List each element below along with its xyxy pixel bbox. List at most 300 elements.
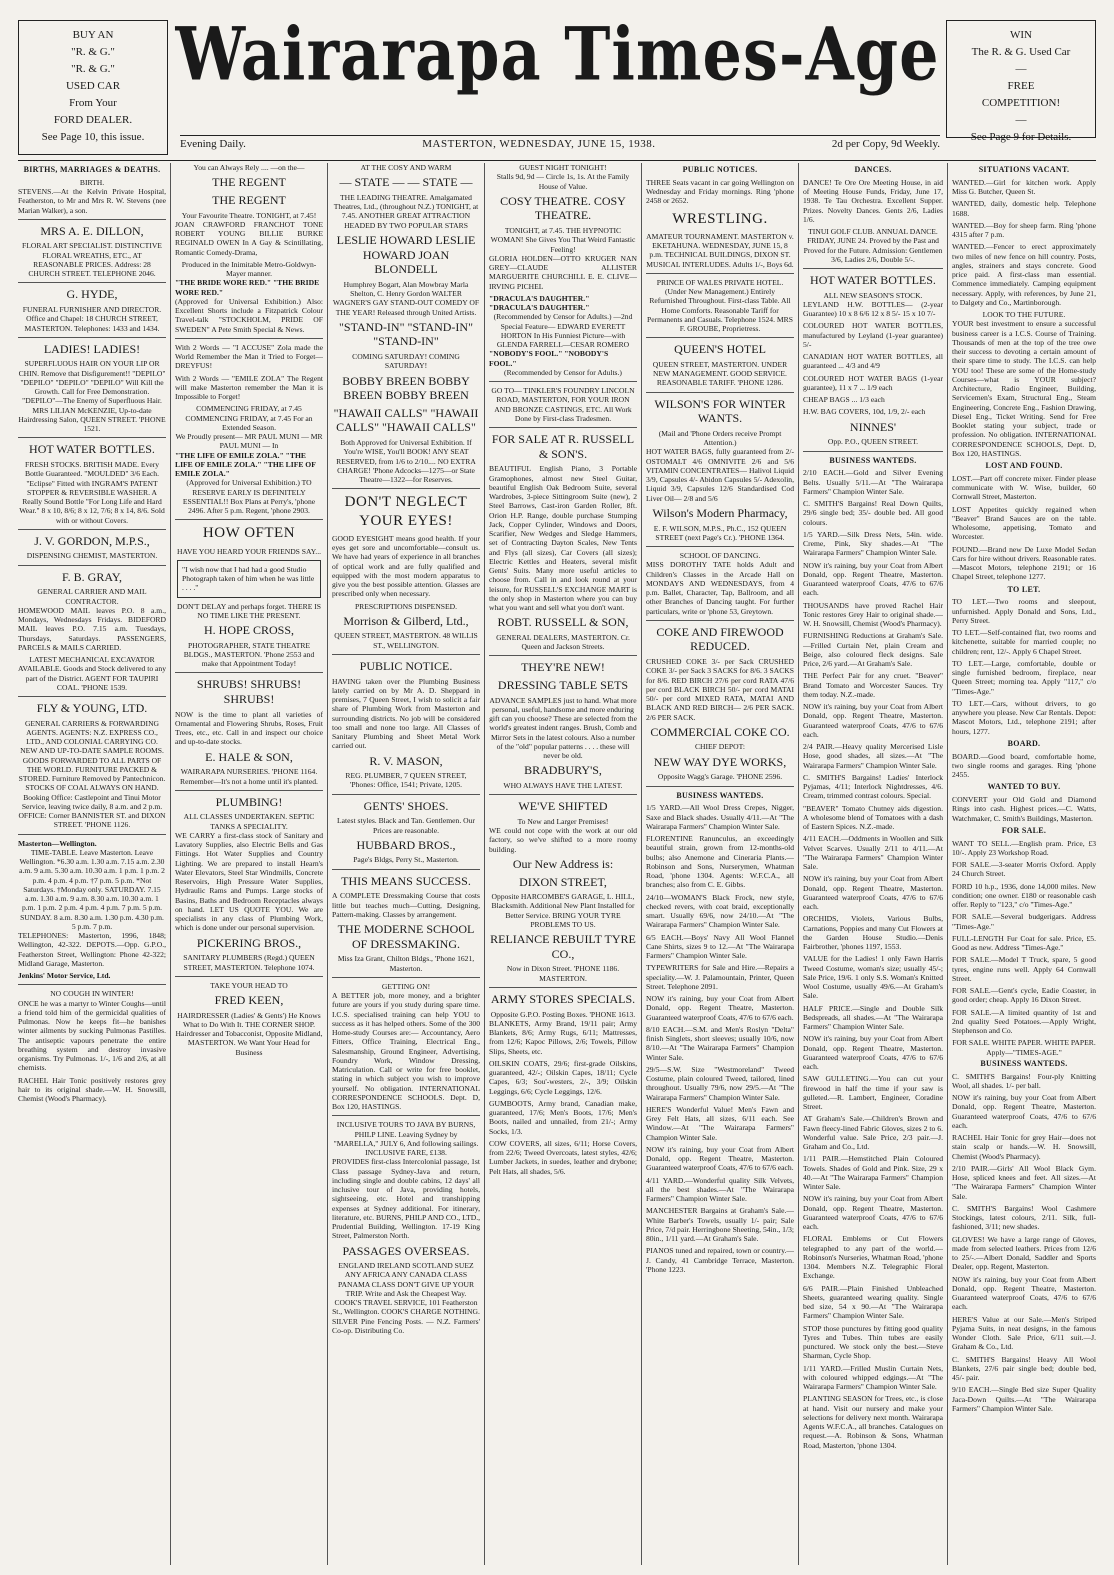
ad-heading: THE REGENT	[212, 192, 286, 207]
ad-heading: PUBLIC NOTICE.	[359, 658, 453, 673]
dateline-bar	[180, 138, 940, 150]
centered-text: GETTING ON!	[381, 981, 431, 991]
paragraph: OILSKIN COATS, 29/6; first-grade Oilskins, guaranteed, 42/-; Oilskin Capes, 18/11; Cycle Capes, 6/3; Sou'-westers, 2/-, 3/9; Oilskin Leggings, 6/6; Cycle Leggings, 12/6.	[489, 1058, 637, 1096]
centered-text: Miss Iza Grant, Chilton Bldgs., 'Phone 1621, Masterton.	[337, 954, 475, 973]
ear-line: FREE	[1007, 80, 1035, 93]
divider-rule	[175, 790, 323, 791]
ad-heading: Morrison & Gilberd, Ltd.,	[343, 613, 469, 628]
paragraph: A BETTER job, more money, and a brighter future are yours if you study during spare time. I.C.S. specialised training can help YOU to success as it has helped others. Some of the 300 Home-study Courses are:— Accountancy, Aero Fitters, Office Training, Electrical Eng., Salesmanship, Ground Engineer, Advertising, Foundry Work, Window Dressing, Matriculation. Call or write for free booklet, stating in which subject you wish to improve yourself. No obligation. INTERNATIONAL CORRESPONDENCE SCHOOLS. Dept. D, Box 120, HASTINGS.	[332, 991, 480, 1112]
paragraph: NOW it's raining, buy your Coat from Albert Donald, opp. Regent Theatre, Masterton. Guaranteed waterproof Coats, 47/6 to 67/6 each.	[646, 1144, 794, 1173]
column-divider	[641, 163, 642, 1565]
centered-text: GENERAL DEALERS, MASTERTON. Cr. Queen and Jackson Streets.	[496, 632, 630, 652]
ear-line: COMPETITION!	[981, 97, 1061, 110]
ad-heading: DRESSING TABLE SETS	[497, 678, 629, 692]
ear-line: FORD DEALER.	[53, 114, 133, 127]
paragraph: THREE Seats vacant in car going Wellington on Wednesday and Friday mornings. Ring 'phone 2458 or 2652.	[646, 177, 794, 206]
ad-heading: BRADBURY'S,	[524, 763, 602, 778]
column-2	[175, 163, 323, 1565]
divider-rule	[803, 451, 943, 452]
centered-text: Page's Bldgs, Perry St., Masterton.	[353, 855, 459, 865]
centered-text: LOOK TO THE FUTURE.	[982, 310, 1066, 319]
paragraph: WE CARRY a first-class stock of Sanitary and Lavatory Supplies, also Electric Bells and Gas Fittings. Hot Water Supplies and Country Lighting. We are prepared to install Hearn's Water Elevators, Steel Star Windmills, Concrete Reservoirs, High Pressure Water Supplies, Hydraulic Rams and Pumps. Large stocks of Basins, Baths and Bedroom Receptacles always on hand. LET US QUOTE YOU. We are specialists in any class of Plumbing Work, which is done under our personal supervision.	[175, 830, 323, 933]
paragraph: "BEAVER" Tomato Chutney aids digestion. A wholesome blend of Tomatoes with a dash of Eastern Spices. N.Z.-made.	[803, 803, 943, 831]
ad-headline: DON'T NEGLECT YOUR EYES!	[344, 494, 468, 529]
paragraph: H.W. BAG COVERS, 10d, 1/9, 2/- each	[803, 407, 926, 417]
centered-text: DON'T DELAY and perhaps forget. THERE IS NO TIME LIKE THE PRESENT.	[176, 601, 321, 620]
paragraph: PLANTING SEASON for Trees, etc., is close at hand. Visit our nursery and make your selections for delivery next month. Wairarapa Agents W.F.C.A., all branches. Catalogues on request.—A. Robinson & Sons, Whatman Road, Masterton, 'phone 1304.	[803, 1394, 943, 1450]
column-divider	[484, 163, 485, 1565]
column-divider	[947, 163, 948, 1565]
ad-heading: PICKERING BROS.,	[196, 935, 302, 950]
centered-text: Stalls 9d, 9d — Circle 1s, 1s. At the Family House of Value.	[496, 172, 630, 191]
ear-line: —	[1015, 114, 1027, 127]
divider-rule	[332, 488, 480, 489]
masthead-bottom-rule	[18, 160, 1096, 161]
divider-rule	[175, 519, 323, 520]
section-heading: FOR SALE.	[1001, 825, 1047, 835]
paragraph: FOR SALE.—Model T Truck, spare, 5 good tyres, engine runs well. Apply 64 Cornwall Street.	[952, 955, 1096, 983]
ad-heading: E. HALE & SON,	[205, 749, 293, 764]
ad-heading: LADIES! LADIES!	[43, 341, 141, 356]
divider-rule	[489, 381, 637, 382]
masthead	[0, 0, 1114, 150]
ad-heading: BOBBY BREEN BOBBY BREEN BOBBY BREEN	[342, 373, 470, 403]
centered-text: TINUI GOLF CLUB. ANNUAL DANCE. FRIDAY, JUNE 24. Proved by the Past and Proved for the Future. Admission: Gentlemen 3/6, Ladies 2/6, Double 5/-.	[803, 227, 943, 264]
centered-text: PRESCRIPTIONS DISPENSED.	[354, 601, 458, 611]
ad-heading: NEW WAY DYE WORKS,	[653, 754, 787, 769]
ad-heading: — STATE — — STATE —	[339, 175, 473, 190]
paragraph: NOW it's raining, buy your Coat from Albert Donald, opp. Regent Theatre, Masterton. Guaranteed waterproof Coats, 47/6 to 67/6 each.	[803, 1034, 943, 1071]
centered-text: TAKE YOUR HEAD TO	[210, 980, 288, 990]
paragraph: 29/5—S.W. Size "Westmoreland" Tweed Costume, plain coloured Tweed, tailored, lined throughout. Usually 79/6, now 29/5.—At "The Wairarapa Farmers" Champion Winter Sale.	[646, 1064, 794, 1102]
paragraph: FOR SALE.—3-seater Morris Oxford. Apply 24 Church Street.	[952, 860, 1096, 879]
ad-heading: THEY'RE NEW!	[521, 660, 605, 675]
centered-text: (Recommended by Censor for Adults.) —2nd Special Feature— EDWARD EVERETT HORTON In His Funniest Picture—with GLENDA FARRELL—CESAR ROMERO	[493, 312, 633, 349]
divider-rule	[803, 268, 943, 269]
edition-label: Evening Daily.	[180, 138, 246, 150]
ad-heading: COSY THEATRE. COSY THEATRE.	[500, 193, 626, 223]
ad-heading: HOT WATER BOTTLES.	[810, 273, 936, 287]
paragraph: RACHEL Hair Tonic positively restores grey hair to its original shade.—W. H. Snowsill, Chemist (Wood's Pharmacy).	[18, 1075, 166, 1104]
centered-text: (Mail and 'Phone Orders receive Prompt Attention.)	[658, 428, 782, 448]
ear-line: See Page 10, this issue.	[41, 131, 145, 144]
paragraph: GUMBOOTS, Army brand, Canadian make, guaranteed, 17/6; Men's Boots, 17/6; Men's Boots, nailed and unnailed, from 21/-; Army Socks, 1/3.	[489, 1098, 637, 1136]
column-7	[952, 163, 1096, 1565]
paragraph: 1/5 YARD.—Silk Dress Nets, 54in. wide. Creme, Pink, Sky shades.—At "The Wairarapa Farmers" Champion Winter Sale.	[803, 529, 943, 558]
paragraph: 1/11 YARD.—Frilled Muslin Curtain Nets, with coloured whipped edgings.—At "The Wairarapa Farmers" Champion Winter Sale.	[803, 1363, 943, 1391]
centered-text: BIRTH.	[79, 177, 105, 187]
paragraph: STEVENS.—At the Kelvin Private Hospital, Featherston, to Mr and Mrs R. W. Stevens (nee Marian Walker), a son.	[18, 187, 166, 215]
column-4	[489, 163, 637, 1565]
ad-heading: F. B. GRAY,	[61, 569, 123, 584]
ad-heading: Wilson's Modern Pharmacy,	[652, 505, 788, 520]
paragraph: MISS DOROTHY TATE holds Adult and Children's Classes in the Arcade Hall on MONDAYS AND WEDNESDAYS, from 4 p.m. Ballet, Character, Tap, Ballroom, and all other Branches of Dancing taught. For further particulars, write or 'phone 53, Greytown.	[646, 560, 794, 616]
section-heading: BUSINESS WANTEDS.	[829, 455, 917, 465]
paragraph: BOARD.—Good board, comfortable home, two single rooms and garages. Ring 'phone 2455.	[952, 751, 1096, 779]
centered-text: ALL NEW SEASON'S STOCK.	[823, 290, 923, 300]
centered-text: ALL CLASSES UNDERTAKEN. SEPTIC TANKS A SPECIALITY.	[183, 812, 315, 831]
centered-text: SCHOOL OF DANCING.	[679, 551, 761, 561]
paragraph: LEYLAND H.W. BOTTLES— (2-year Guarantee) 10 x 8 6/6 12 x 8 5/- 15 x 10 7/-	[803, 299, 943, 319]
divider-rule	[489, 794, 637, 795]
bold-line: "DRACULA'S DAUGHTER." "DRACULA'S DAUGHTER."	[489, 293, 590, 312]
centered-text: COMING SATURDAY! COMING SATURDAY!	[352, 352, 460, 371]
divider-rule	[489, 655, 637, 656]
paragraph: STOP those punctures by fitting good quality Tyres and Tubes. Thin tubes are easily punctured. We stock only the best.—Steve Sharman, Cycle Shop.	[803, 1323, 943, 1361]
centered-text: GUEST NIGHT TONIGHT!	[519, 163, 607, 172]
paragraph: C. SMITH'S Bargains! Heavy All Wool Blankets, 27/6 pair single bed; double bed, 45/- pair.	[952, 1354, 1096, 1382]
paragraph: RACHEL Hair Tonic for grey Hair—does not stain scalp or hands.—W. H. Snowsill, Chemist (Wood's Pharmacy).	[952, 1133, 1096, 1161]
paragraph: WANTED, daily, domestic help. Telephone 1688.	[952, 199, 1096, 218]
paragraph: TO LET.—Two rooms and sleepout, unfurnished. Apply Donald and Sons, Ltd., Perry Street.	[952, 597, 1096, 625]
section-heading: WANTED TO BUY.	[987, 782, 1061, 792]
ad-heading: QUEEN'S HOTEL	[674, 342, 766, 357]
divider-rule	[332, 869, 480, 870]
bold-line: Masterton—Wellington.	[18, 838, 97, 848]
paragraph: FORD 10 h.p., 1936, done 14,000 miles. New condition; one owner. £180 or reasonable cash offer. Reply to "123," c/o "Times-Age."	[952, 881, 1096, 909]
centered-text: Opposite G.P.O. Posting Boxes. 'PHONE 1613.	[490, 1009, 636, 1019]
paragraph: LOST Appetites quickly regained when "Beaver" Brand Sauces are on the table. Wholesome, appetising, Tomato and Worcester.	[952, 504, 1096, 542]
divider-rule	[175, 976, 323, 977]
paragraph: TYPEWRITERS for Sale and Hire.—Repairs a speciality.—W. J. Palamountain, Printer, Queen Street. Telephone 2091.	[646, 963, 794, 991]
ad-heading: FLY & YOUNG, LTD.	[36, 701, 148, 715]
paragraph: TELEPHONES: Masterton, 1996, 1848; Wellington, 42-322. DEPOTS.—Opp. G.P.O., Featherston Street, Wellington: Phone 42-322; Midland Garage, Masterton.	[18, 931, 166, 968]
ear-line: WIN	[1010, 29, 1032, 41]
divider-rule	[175, 338, 323, 339]
divider-rule	[489, 427, 637, 428]
paragraph: 2/10 PAIR.—Girls' All Wool Black Gym. Hose, spliced knees and feet. All sizes.—At "The Wairarapa Farmers" Champion Winter Sale.	[952, 1163, 1096, 1201]
divider-rule	[646, 337, 794, 338]
paragraph: SILVER Pine Fencing Posts. — N.Z. Farmers' Co-op. Distributing Co.	[332, 1316, 480, 1335]
paragraph: FURNISHING Reductions at Graham's Sale.—Frilled Curtain Net, plain Cream and Beige, also coloured fleck designs. Sale Price, 2/6 yard.—At Graham's Sale.	[803, 631, 943, 668]
ear-line: USED CAR	[65, 80, 121, 93]
bold-line: "NOBODY'S FOOL." "NOBODY'S FOOL."	[489, 349, 609, 368]
paragraph: 1/5 YARD.—All Wool Dress Crepes, Nigger, Saxe and Black shades. Usually 4/11.—At "The Wairarapa Farmers" Champion Winter Sale.	[646, 803, 794, 831]
centered-text: Both Approved for Universal Exhibition. If You're WISE, You'll BOOK! ANY SEAT RESERVED, from 1/6 to 2/10.... NO EXTRA CHARGE! 'Phone Adcocks—1275—or State Theatre—1322—for Reserves.	[336, 438, 476, 484]
column-divider	[327, 163, 328, 1565]
ad-heading: WE'VE SHIFTED	[518, 799, 608, 814]
paragraph: FLORAL Emblems or Cut Flowers telegraphed to any part of the world.—Robinson's Nurseries, Whatman Road, 'phone 1304. Members N.Z. Telegraphic Floral Exchange.	[803, 1234, 943, 1281]
paragraph: 2/4 PAIR.—Heavy quality Mercerised Lisle Hose, good shades, all sizes.—At "The Wairarapa Farmers" Champion Winter Sale.	[803, 742, 943, 770]
paragraph: GLORIA HOLDEN—OTTO KRUGER NAN GREY—CLAUDE ALLISTER MARGUERITE CHURCHILL E. E. CLIVE—IRVING PICHEL	[489, 253, 637, 291]
centered-text: AT THE COSY AND WARM	[360, 163, 452, 172]
centered-text: GENERAL CARRIERS & FORWARDING AGENTS. AGENTS: N.Z. EXPRESS CO., LTD., AND COLONIAL CARRYING CO. NEW AND UP-TO-DATE SAMPLE ROOMS. GOODS FORWARDED TO ALL PARTS OF THE WORLD. FURNITURE PACKED & STORED. Furniture Removed by Pantechnicon.	[18, 718, 166, 784]
paragraph: TO LET.—Large, comfortable, double or single furnished bedroom, fireplace, near Queen Street; morning tea. Apply "117," c/o "Times-Age."	[952, 658, 1096, 696]
centered-text: PHOTOGRAPHER, STATE THEATRE BLDGS., MASTERTON. 'Phone 2553 and make that Appointment Today!	[183, 640, 315, 669]
ad-heading: FOR SALE AT R. RUSSELL & SON'S.	[491, 432, 635, 461]
centered-text: REG. PLUMBER, 7 QUEEN STREET, 'Phones: Office, 1541; Private, 1205.	[345, 771, 467, 790]
paragraph: BEAUTIFUL English Piano, 3 Portable Gramophones, almost new Steel Guitar, beautiful English Oak Bedroom Suite, several Wardrobes, 3-piece Sittingroom Suite (new), 2 Steel Barrows, Cast-iron Garden Roller, 8ft. Orion H.P. Range, double purchase Stumping Jack, Copper Cylinder, Windows and Doors, Scarifier, New Wedges and Sledge Hammers, set of Contracting Dayton Scales, New Tents and Flys (all sizes), Car Covers (all sizes); Electric Kettles and Heaters, several misfit Gents' Suits. Many more useful articles to choose from. Call in and look round at your leisure, for RUSSELL'S EXCHANGE MART is the only shop in Masterton where you can buy what you want and sell what you don't want.	[489, 464, 637, 612]
section-heading: BUSINESS WANTEDS.	[676, 790, 764, 800]
paragraph: FOR SALE.—Several budgerigars. Address "Times-Age."	[952, 912, 1096, 931]
centered-text: INCLUSIVE TOURS TO JAVA BY BURNS, PHILP LINE. Leaving Sydney by "MARELLA," JULY 6, And following sailings. INCLUSIVE FARE, £138.	[333, 1120, 479, 1158]
centered-text: HAIRDRESSER (Ladies' & Gents') He Knows What to Do With It. THE CORNER SHOP. Hairdresser and Tobacconist, Opposite Midland, MASTERTON. We Want Your Head for Business	[175, 1010, 323, 1057]
ear-line: "R. & G."	[71, 46, 115, 59]
ad-heading: PASSAGES OVERSEAS.	[342, 1243, 470, 1258]
paragraph: FOR SALE.—Gent's cycle, Eadie Coaster, in good order; cheap. Apply 16 Dixon Street.	[952, 986, 1096, 1005]
paragraph: COLOURED HOT WATER BOTTLES, manufactured by Leyland (1-year guarantee) 5/-	[803, 321, 943, 349]
paragraph: TO LET.—Cars, without drivers, to go anywhere you please. New Car Rentals. Depot: Mascot Motors, Ltd., telephone 2191; after hours, 1277.	[952, 698, 1096, 736]
divider-rule	[175, 672, 323, 673]
ad-heading: ROBT. RUSSELL & SON,	[497, 615, 629, 630]
paragraph: SAW GULLETING.—You can cut your firewood in half the time if your saw is gulleted.—R. Lambert, Engineer, Coradine Street.	[803, 1074, 943, 1111]
paragraph: JOAN CRAWFORD FRANCHOT TONE ROBERT YOUNG BILLIE BURKE REGINALD OWEN In A Gay & Scintillating, Romantic Comedy-Drama,	[175, 219, 323, 257]
column-divider	[170, 163, 171, 1565]
column-1	[18, 163, 166, 1565]
centered-text: COMMENCING FRIDAY, at 7.45 COMMENCING FRIDAY, at 7.45 For an Extended Season.	[185, 404, 313, 432]
centered-text: (Recommended by Censor for Adults.)	[504, 367, 622, 377]
centered-text: TIME-TABLE. Leave Masterton. Leave Wellington. *6.30 a.m. 1.30 a.m. 7.15 a.m. 2.30 a.m. 9 a.m. 5.30 a.m. 10.30 a.m. 1 p.m. 1 p.m. 2 p.m. 4 p.m. 4 p.m. †7 p.m. 5 p.m. *Not Saturdays. †Monday only. SATURDAY. 7.15 a.m. 1.30 a.m. 9 a.m. 8.30 a.m. 10.30 a.m. 1 p.m. 1 p.m. 2 p.m. 4 p.m. 4 p.m. 7 p.m. 5 p.m. SUNDAY. 8 a.m. 8.30 a.m. 1.30 p.m. 4.30 p.m. 5 p.m. 7 p.m.	[19, 847, 165, 931]
paragraph: With 2 Words — "EMILE ZOLA" The Regent will make Masterton remember the Man it is Impossible to Forget!	[175, 373, 323, 401]
divider-rule	[18, 219, 166, 220]
paragraph: NOW is the time to plant all varieties of Ornamental and Flowering Shrubs, Roses, Fruit Trees, etc., etc. Call in and inspect our choice and up-to-date stocks.	[175, 709, 323, 747]
newspaper-title: Wairarapa Times-Age	[175, 10, 940, 98]
centered-text: E. F. WILSON, M.P.S., Ph.C., 152 QUEEN STREET (next Page's Cr.). 'PHONE 1364.	[653, 523, 787, 542]
divider-rule	[18, 834, 166, 835]
centered-text: FRESH STOCKS. BRITISH MADE. Every Bottle Guaranteed. "MOULDED" 3/6 Each. "Eclipse" Fitted with INGRAM'S PATENT STOPPER & REVERSIBLE WASHER. A Really Sound Bottle "For Long Life and Hard Wear." 8 x 10, 8/6; 8 x 12, 7/6; 8 x 14, 8/6. Sold with or without Covers.	[19, 460, 165, 525]
column-3	[332, 163, 480, 1565]
ad-heading: RELIANCE REBUILT TYRE CO.,	[490, 932, 636, 961]
centered-text: AMATEUR TOURNAMENT. MASTERTON v. EKETAHUNA. WEDNESDAY, JUNE 15, 8 p.m. TECHNICAL BUILDINGS, DIXON ST. MUSICAL INTERLUDES. Adults 1/-, Boys 6d.	[646, 231, 794, 269]
paragraph: CONVERT your Old Gold and Diamond Rings into cash. Highest prices.—C. Watts, Watchmaker, C. Smith's Buildings, Masterton.	[952, 795, 1096, 823]
ad-heading: GENTS' SHOES.	[363, 798, 449, 813]
ad-heading: G. HYDE,	[66, 287, 118, 302]
centered-text: STOCKS OF COAL ALWAYS ON HAND. Booking Office: Castlepoint and Tinui Motor Service, leaving twice daily, 8 a.m. and 2 p.m. OFFICE: Corner BANNISTER ST. and DIXON STREET. 'PHONE 1126.	[18, 783, 166, 830]
paragraph: HALF PRICE.—Single and Double Silk Bedspreads, all shades.—At "The Wairarapa Farmers" Champion Winter Sale.	[803, 1003, 943, 1031]
paragraph: VALUE for the Ladies! 1 only Fawn Harris Tweed Costume, woman's size; usually 45/-; Sale Price, 19/6. 1 only S.S. Woman's Knitted Wool Costume, usually 49/6.—At Graham's Sale.	[803, 954, 943, 1001]
paragraph: C. SMITH'S Bargains! Four-ply Knitting Wool, all shades. 1/- per ball.	[952, 1071, 1096, 1090]
ad-heading: PLUMBING!	[215, 794, 283, 809]
divider-rule	[332, 794, 480, 795]
right-ear-ad	[946, 20, 1096, 144]
paragraph: 9/10 EACH.—Single Bed size Super Quality Jaca-Down Quilts.—At "The Wairarapa Farmers" Champion Winter Sale.	[952, 1385, 1096, 1413]
divider-rule	[646, 273, 794, 274]
paragraph: C. SMITH'S Bargains! Real Down Quilts, 29/6 single bed; 35/- double bed. All good colours.	[803, 499, 943, 527]
centered-text: ENGLAND IRELAND SCOTLAND SUEZ ANY AFRICA ANY CANADA CLASS PANAMA CLASS DON'T GIVE UP YOUR TRIP. Write and Ask the Cheapest Way. COOK'S TRAVEL SERVICE, 101 Featherston St., Wellington. COOK'S CHARGE NOTHING.	[332, 1261, 480, 1317]
paragraph: NOW it's raining, buy your Coat from Albert Donald, opp. Regent Theatre, Masterton. Guaranteed waterproof Coats, 47/6 to 67/6 each.	[803, 702, 943, 739]
paragraph: (Approved for Universal Exhibition.) Also: Excellent Shorts include a Fitzpatrick Colour Travel-talk "STOCKHOLM, PRIDE OF SWEDEN" A Pete Smith Special & News.	[175, 296, 323, 334]
centered-text: NO COUGH IN WINTER!	[50, 989, 134, 999]
ad-heading: J. V. GORDON, M.P.S.,	[34, 533, 150, 548]
ear-line: —	[1015, 63, 1027, 76]
divider-rule	[646, 620, 794, 621]
centered-text: WAIRARAPA NURSERIES. 'PHONE 1164. Remember—It's not a home until it's planted.	[180, 767, 318, 786]
section-heading: BUSINESS WANTEDS.	[980, 1058, 1068, 1068]
centered-text: Latest styles. Black and Tan. Gentlemen. Our Prices are reasonable.	[337, 816, 475, 835]
left-ear-ad	[18, 20, 168, 155]
divider-rule	[489, 987, 637, 988]
centered-text: Humphrey Bogart, Alan Mowbray Marla Shelton, C. Henry Gordon WALTER WAGNER'S GAY STAND-OUT COMEDY OF THE YEAR! Released through United Artists.	[332, 279, 480, 317]
centered-text: GENERAL CARRIER AND MAIL CONTRACTOR.	[37, 587, 147, 606]
centered-text: Produced in the Inimitable Metro-Goldwyn-Mayer manner.	[181, 259, 317, 278]
ad-heading: MRS A. E. DILLON,	[40, 223, 144, 238]
centered-text: DISPENSING CHEMIST, MASTERTON.	[26, 551, 158, 561]
centered-text: QUEEN STREET, MASTERTON. UNDER NEW MANAGEMENT. GOOD SERVICE. REASONABLE TARIFF. 'PHONE 1286.	[652, 359, 788, 388]
centered-text: You can Always Rely .... —on the—	[193, 163, 305, 172]
paragraph: 6/6 PAIR.—Plain Finished Unbleached Sheets, guaranteed wearing quality. Single bed size, 54 x 90.—At "The Wairarapa Farmers" Champion Winter Sale.	[803, 1283, 943, 1321]
column-5	[646, 163, 794, 1565]
centered-text: GO TO— TINKLER'S FOUNDRY LINCOLN ROAD, MASTERTON, FOR YOUR IRON AND BRONZE CASTINGS, ETC. All Work Done by First-class Tradesmen.	[491, 386, 635, 423]
centered-text: THE LEADING THEATRE. Amalgamated Theatres, Ltd., (throughout N.Z.) TONIGHT, at 7.45. ANOTHER GREAT ATTRACTION HEADED BY TWO POPULAR STARS	[333, 192, 479, 230]
paragraph: FOR SALE.—A limited quantity of 1st and 2nd quality Seed Potatoes.—Apply Wright, Stephenson and Co.	[952, 1007, 1096, 1035]
ad-heading: WILSON'S FOR WINTER WANTS.	[654, 396, 786, 426]
ad-heading: SHRUBS! SHRUBS! SHRUBS!	[196, 677, 302, 707]
paragraph: FLORENTINE Ranunculus, an exceedingly beautiful strain, grown from 12-months-old bulbs; also Anemone and Cineraria Plants.—Robinson and Sons, Nurserymen, Whatman Road, 'phone 1304. Agents: W.F.C.A., all branches; also from C. E. Gibbs.	[646, 834, 794, 890]
bold-line: Jenkins' Motor Service, Ltd.	[18, 971, 111, 981]
paragraph: NOW it's raining, buy your Coat from Albert Donald, opp. Regent Theatre, Masterton. Guaranteed waterproof Coats, 47/6 to 67/6 each.	[803, 1194, 943, 1231]
paragraph: NOW it's raining, buy your Coat from Albert Donald, opp. Regent Theatre, Masterton. Guaranteed waterproof Coats, 47/6 to 67/6 each.	[803, 560, 943, 598]
section-heading: BOARD.	[1007, 738, 1041, 748]
paragraph: BLANKETS, Army Brand, 19/11 pair; Army Blankets, 8/6; Army Rugs, 6/11; Mattresses, from 12/6; Kapoc Pillows, 2/6; Towels, Pillow Slips, Sheets, etc.	[489, 1018, 637, 1056]
centered-text: ADVANCE SAMPLES just to hand. What more personal, useful, handsome and more enduring gift can you choose? These are selected from the world's greatest indent ranges. Brush, Comb and Mirror Sets in the latest colours. Also a number of the "old" popular patterns . . . . these will never be old.	[489, 695, 637, 761]
paragraph: A COMPLETE Dressmaking Course that costs little but teaches much—Cutting, Designing, Pattern-making. Classes by arrangement.	[332, 891, 480, 919]
paragraph: FOUND.—Brand new De Luxe Model Sedan Cars for hire without drivers. Reasonable rates.—Mascot Motors, telephone 2191; or 16 Chapel Street, telephone 1277.	[952, 544, 1096, 582]
paragraph: HAVING taken over the Plumbing Business lately carried on by Mr A. D. Sheppard in premises, 7 Queen Street, I wish to solicit a fair share of Plumbing Work from Masterton and surrounding districts. No job will be considered too small and none too large. All Classes of Sanitary Plumbing and Sheet Metal Work carried out.	[332, 676, 480, 751]
paragraph: 4/11 YARD.—Wonderful quality Silk Velvets, all the best shades.—At "The Wairarapa Farmers" Champion Winter Sale.	[646, 1175, 794, 1204]
divider-rule	[332, 977, 480, 978]
centered-text: SANITARY PLUMBERS (Regd.) QUEEN STREET, MASTERTON. Telephone 1074.	[183, 953, 315, 972]
centered-text: Opp. P.O., QUEEN STREET.	[827, 437, 919, 447]
divider-rule	[18, 565, 166, 566]
divider-rule	[18, 282, 166, 283]
centered-text: LATEST MECHANICAL EXCAVATOR AVAILABLE. Goods and Stock delivered to any part of the District. AGENT FOR TAUPIRI COAL. 'PHONE 1539.	[18, 655, 166, 692]
ad-heading: COMMERCIAL COKE CO.	[650, 724, 790, 739]
paragraph: PIANOS tuned and repaired, town or country.—J. Candy, 41 Cambridge Terrace, Masterton. 'Phone 1223.	[646, 1246, 794, 1274]
centered-text: QUEEN STREET, MASTERTON. 48 WILLIS ST., WELLINGTON.	[334, 631, 478, 650]
ad-heading: COKE AND FIREWOOD REDUCED.	[656, 624, 784, 654]
ad-headline: WRESTLING.	[672, 210, 768, 227]
divider-rule	[646, 786, 794, 787]
paragraph: NOW it's raining, buy your Coat from Albert Donald, opp. Regent Theatre, Masterton. Guaranteed waterproof Coats, 47/6 to 67/6 each.	[646, 994, 794, 1022]
paragraph: C. SMITH'S Bargains! Ladies' Interlock Pyjamas, 4/11; Interlock Nightdresses, 4/6. Cream, trimmed contrast colours. Special.	[803, 772, 943, 801]
ad-heading: H. HOPE CROSS,	[203, 623, 295, 638]
paragraph: WANT TO SELL.—English pram. Price, £3 10/-. Apply 23 Workshop Road.	[952, 838, 1096, 857]
paragraph: 1/11 PAIR.—Hemstitched Plain Coloured Towels. Shades of Gold and Pink. Size, 29 x 40.—At "The Wairarapa Farmers" Champion Winter Sale.	[803, 1154, 943, 1191]
centered-text: Now in Dixon Street. 'PHONE 1186. MASTERTON.	[506, 964, 620, 983]
section-heading: TO LET.	[1007, 584, 1041, 594]
divider-rule	[18, 984, 166, 985]
paragraph: PROVIDES first-class Intercolonial passage, 1st Class passage Sydney-Java and return, including single and double cabins, 12 days' all inclusive tour of Java, providing hotels, sightseeing, etc. Hotel and transhipping expenses at Sydney additional. For itinerary, literature, etc. BURNS, PHILP AND CO., LTD., Prudential Building, Wellington. 17-19 King Street, Palmerston North.	[332, 1157, 480, 1241]
paragraph: C. SMITH'S Bargains! Wool Cashmere Stockings, latest colours, 2/11. Silk, full-fashioned, 3/11; new shades.	[952, 1203, 1096, 1232]
ad-headline: HOW OFTEN	[202, 525, 296, 542]
masthead-rule	[180, 135, 940, 136]
ear-line: See Page 9 for Details.	[970, 131, 1072, 144]
bold-line: "THE LIFE OF EMILE ZOLA." "THE LIFE OF EMILE ZOLA." "THE LIFE OF EMILE ZOLA."	[175, 450, 316, 478]
bold-line: "THE BRIDE WORE RED." "THE BRIDE WORE RED."	[175, 278, 320, 297]
paragraph: 4/11 EACH.—Oddments in Woollen and Silk Velvet Scarves. Usually 2/11 to 4/11.—At "The Wairarapa Farmers" Champion Winter Sale.	[803, 834, 943, 871]
paragraph: TO LET.—Self-contained flat, two rooms and kitchenette, suitable for married couple; no children; rent, 12/-. Apply 6 Chapel Street.	[952, 628, 1096, 656]
centered-text: HAVE YOU HEARD YOUR FRIENDS SAY...	[176, 546, 322, 556]
paragraph: FULL-LENGTH Fur Coat for sale. Price, £5. Good as new. Address "Times-Age."	[952, 933, 1096, 952]
divider-rule	[18, 437, 166, 438]
ad-heading: THIS MEANS SUCCESS.	[341, 873, 471, 888]
paragraph: NOW it's raining, buy your Coat from Albert Donald, opp. Regent Theatre, Masterton. Guaranteed waterproof Coats, 47/6 to 67/6 each.	[803, 874, 943, 911]
ad-heading: ARMY STORES SPECIALS.	[490, 991, 636, 1006]
paragraph: AT Graham's Sale.—Children's Brown and Fawn fleecy-lined Fabric Gloves, sizes 2 to 6. Wonderful value. Sale Price, 2/3 pair.—J. Graham and Co., Ltd.	[803, 1114, 943, 1151]
paragraph: THOUSANDS have proved Rachel Hair Tonic restores Grey Hair to original shade.—W. H. Snowsill, Chemist (Wood's Pharmacy).	[803, 600, 943, 628]
ad-heading: HOT WATER BOTTLES.	[29, 442, 155, 457]
ear-line: BUY AN	[72, 29, 114, 41]
paragraph: NOW it's raining, buy your Coat from Albert Donald, opp. Regent Theatre, Masterton. Guaranteed waterproof Coats, 47/6 to 67/6 each.	[952, 1274, 1096, 1312]
centered-text: Opposite HARCOMBE'S GARAGE, L. HILL, Blacksmith. Additional New Plant Installed for Better Service. BRING YOUR TYRE PROBLEMS TO US.	[491, 892, 635, 929]
section-heading: LOST AND FOUND.	[985, 461, 1063, 470]
paragraph: 6/5 EACH.—Boys' Navy All Wool Flannel Cane Shirts, sizes 9 to 12.—At "The Wairarapa Farmers" Champion Winter Sale.	[646, 932, 794, 961]
centered-text: CHIEF DEPOT:	[694, 742, 746, 752]
paragraph: HOT WATER BAGS, fully guaranteed from 2/- OSTOMALT 4/6 OMNIVITE 2/6 and 5/6 VITAMIN CONCENTRATES— Halivol Liquid 3/9, Capsules 4/- Abidon Capsules 5/- Adexolin, Liquid 3/9, Capsules 12/6 Standardised Cod Liver Oil— 2/8 and 5/6	[646, 447, 794, 503]
section-heading: DANCES.	[854, 165, 892, 174]
dateline: MASTERTON, WEDNESDAY, JUNE 15, 1938.	[422, 138, 656, 150]
paragraph: LOST.—Part off concrete mixer. Finder please communicate with W. Wise, builder, 60 Cornwall Street, Masterton.	[952, 473, 1096, 502]
paragraph: CHEAP BAGS ... 1/3 each	[803, 395, 885, 405]
centered-text: (Approved for Universal Exhibition.) TO RESERVE EARLY IS DEFINITELY ESSENTIAL!! Box Plans at Perry's, 'phone 2496. After 5 p.m. Regent, 'phone 2903.	[182, 478, 316, 515]
divider-rule	[646, 546, 794, 547]
ad-heading: THE MODERNE SCHOOL OF DRESSMAKING.	[337, 922, 475, 951]
ad-heading: Our New Address is:	[512, 856, 614, 871]
section-heading: BIRTHS, MARRIAGES & DEATHS.	[23, 165, 161, 174]
column-6	[803, 163, 943, 1565]
paragraph: YOUR best investment to ensure a successful business career is a I.C.S. Course of Training. Thousands of men at the top of the tree owe their success to devoting a certain amount of their spare time to study. The I.C.S. can help YOU too! These are some of the Home-study Courses—what is YOUR subject? Architecture, Radio Engineer, Building, Servicemen's Exam, Structural Eng., Steam Engineering, Concrete Eng., Fashion Drawing, Diesel Eng., Ticket Writing. Send for Free Booklet stating your subject, trade or profession. No obligation. INTERNATIONAL CORRESPONDENCE SCHOOLS, Dept. D, Box 120, HASTINGS.	[952, 319, 1096, 458]
paragraph: WANTED.—Girl for kitchen work. Apply Miss G. Butcher, Queen St.	[952, 177, 1096, 196]
divider-rule	[18, 529, 166, 530]
ad-heading: DIXON STREET,	[519, 874, 607, 889]
paragraph: CRUSHED COKE 3/- per Sack CRUSHED COKE 3/- per Sack 3 SACKS for 8/6. 3 SACKS for 8/6. RED BIRCH 27/6 per cord RATA 47/6 per cord BLACK BIRCH 50/- per cord MATAI 50/- per cord MIXED RATA, MATAI AND BLACK AND RED BIRCH— 2/6 PER SACK. 2/6 PER SACK.	[646, 657, 794, 722]
centered-text: We Proudly present— MR PAUL MUNI — MR PAUL MUNI — In	[175, 432, 323, 451]
ad-heading: R. V. MASON,	[369, 753, 443, 768]
paragraph: WE could not cope with the work at our old factory, so we've shifted to a more roomy building.	[489, 826, 637, 854]
boxed-quote: "I wish now that I had had a good Studio Photograph taken of him when he was little . . . ."	[177, 560, 321, 598]
ear-line: The R. & G. Used Car	[971, 46, 1071, 59]
centered-text: FOR SALE. WHITE PAPER. WHITE PAPER. Apply—"TIMES-AGE."	[952, 1038, 1096, 1057]
centered-text: SUPERFLUOUS HAIR ON YOUR LIP OR CHIN. Remove that Disfigurement!! "DEPILO" "DEPILO" "DEPILO" "DEPILO" Will Kill the Growth. Call for Free Demonstration. "DEPILO"—The Enemy of Superfluous Hair. MRS LILIAN McKENZIE, Up-to-date Hairdressing Salon, QUEEN STREET. 'PHONE 1521.	[18, 359, 166, 434]
centered-text: Your Favourite Theatre. TONIGHT, at 7.45!	[181, 210, 317, 220]
paragraph: ONCE he was a martyr to Winter Coughs—until a friend told him of the germicidal qualities of Pulmonas. Now he keeps fit—he banishes winter ailments by sucking Pulmonas Pastilles. The antiseptic vapours penetrate the entire breathing system and destroy invasive organisms. Try Pulmonas. 1/-, 1/6 and 2/6, at all chemists.	[18, 998, 166, 1073]
paragraph: GLOVES! We have a large range of Gloves, made from selected leathers. Prices from 12/6 to 25/-.—Albert Donald, Saddler and Sports Dealer, opp. Regent, Masterton.	[952, 1234, 1096, 1272]
ad-heading: "STAND-IN" "STAND-IN" "STAND-IN"	[339, 319, 473, 349]
centered-text: FUNERAL FURNISHER AND DIRECTOR. Office and Chapel: 18 CHURCH STREET, MASTERTON. Telephones: 1433 and 1434.	[22, 305, 162, 333]
centered-text: FLORAL ART SPECIALIST. DISTINCTIVE FLORAL WREATHS, ETC., AT REASONABLE PRICES. Address: 28 CHURCH STREET. TELEPHONE 2046.	[22, 241, 162, 279]
section-heading: SITUATIONS VACANT.	[978, 165, 1070, 174]
paragraph: GOOD EYESIGHT means good health. If your eyes get sore and uncomfortable—consult us. We have had years of experience in all branches of optical work and are fully qualified and equipped with the most modern apparatus to give you the best possible attention. Glasses are prescribed only when necessary.	[332, 533, 480, 599]
paragraph: 2/10 EACH.—Gold and Silver Evening Belts. Usually 5/11.—At "The Wairarapa Farmers" Champion Winter Sale.	[803, 468, 943, 496]
column-divider	[798, 163, 799, 1565]
paragraph: 24/10—WOMAN'S Black Frock, new style, checked revers, with coat braid, exceptionally smart. Usually 69/6, now 24/10.—At "The Wairarapa Farmers" Champion Winter Sale.	[646, 892, 794, 930]
price-label: 2d per Copy, 9d Weekly.	[831, 138, 940, 150]
paragraph: HERE'S Wonderful Value! Men's Fawn and Grey Felt Hats, all sizes, 6/11 each. See Window.—At "The Wairarapa Farmers" Champion Winter Sale.	[646, 1104, 794, 1142]
paragraph: WANTED.—Boy for sheep farm. Ring 'phone 4315 after 7 p.m.	[952, 220, 1096, 239]
divider-rule	[332, 654, 480, 655]
paragraph: With 2 Words — "I ACCUSE" Zola made the World Remember the Man it Tried to Forget— DREYFUS!	[175, 342, 323, 371]
paragraph: DANCE! Te Ore Ore Meeting House, in aid of Meeting House Funds, Friday, June 17, 1938. Te Tau Orchestra. Excellent Supper. Prizes. Novelty Dances. Gents 2/6, Ladies 1/6.	[803, 177, 943, 224]
ear-line: From Your	[69, 97, 117, 110]
ad-heading: "HAWAII CALLS" "HAWAII CALLS" "HAWAII CALLS"	[333, 405, 479, 435]
centered-text: PRINCE OF WALES PRIVATE HOTEL. (Under New Management.) Entirely Refurnished Throughout. First-class Table. All Home Comforts. Reasonable Tariff for Permanents and Casuals. Telephone 1524. MRS F. GROUBE, Proprietress.	[647, 277, 793, 334]
paragraph: THE Perfect Pair for any cruet. "Beaver" Brand Tomato and Worcester Sauces. Try them today. N.Z.-made.	[803, 671, 943, 699]
paragraph: WANTED.—Fencer to erect approximately two miles of new fence on hill country. Posts, angles, strainers and stays concrete. Good price paid. A first-class man essential. Commence immediately. Camping equipment necessary. Apply, with references, by June 21, to Dalgety and Co., Martinborough.	[952, 242, 1096, 307]
centered-text: To New and Larger Premises!	[517, 816, 609, 826]
ad-heading: THE REGENT	[212, 175, 286, 190]
paragraph: ORCHIDS, Violets, Various Bulbs, Carnations, Poppies and many Cut Flowers at the Garden House Studio.—Denis Fairbrother, 'phones 1197, 1553.	[803, 914, 943, 951]
section-heading: PUBLIC NOTICES.	[682, 165, 758, 174]
ad-heading: FRED KEEN,	[214, 993, 284, 1008]
ad-heading: NINNES'	[849, 419, 897, 434]
paragraph: MANCHESTER Bargains at Graham's Sale.—White Barber's Towels, usually 1/- pair; Sale Price, 7/d pair. Herringbone Sheeting, 54in., 1/3; 80in., 1/11 yard.—At Graham's Sale.	[646, 1206, 794, 1244]
divider-rule	[18, 696, 166, 697]
centered-text: Opposite Wagg's Garage. 'PHONE 2596.	[657, 772, 783, 782]
divider-rule	[18, 337, 166, 338]
paragraph: COLOURED HOT WATER BAGS (1-year guarantee), 11 x 7 ... 1/9 each	[803, 373, 943, 392]
paragraph: HERE'S Value at our Sale.—Men's Striped Pyjama Suits, in neat designs, in the famous Wonder Cloth. Sale Price, 6/11 suit.—J. Graham & Co., Ltd.	[952, 1314, 1096, 1352]
divider-rule	[332, 1115, 480, 1116]
